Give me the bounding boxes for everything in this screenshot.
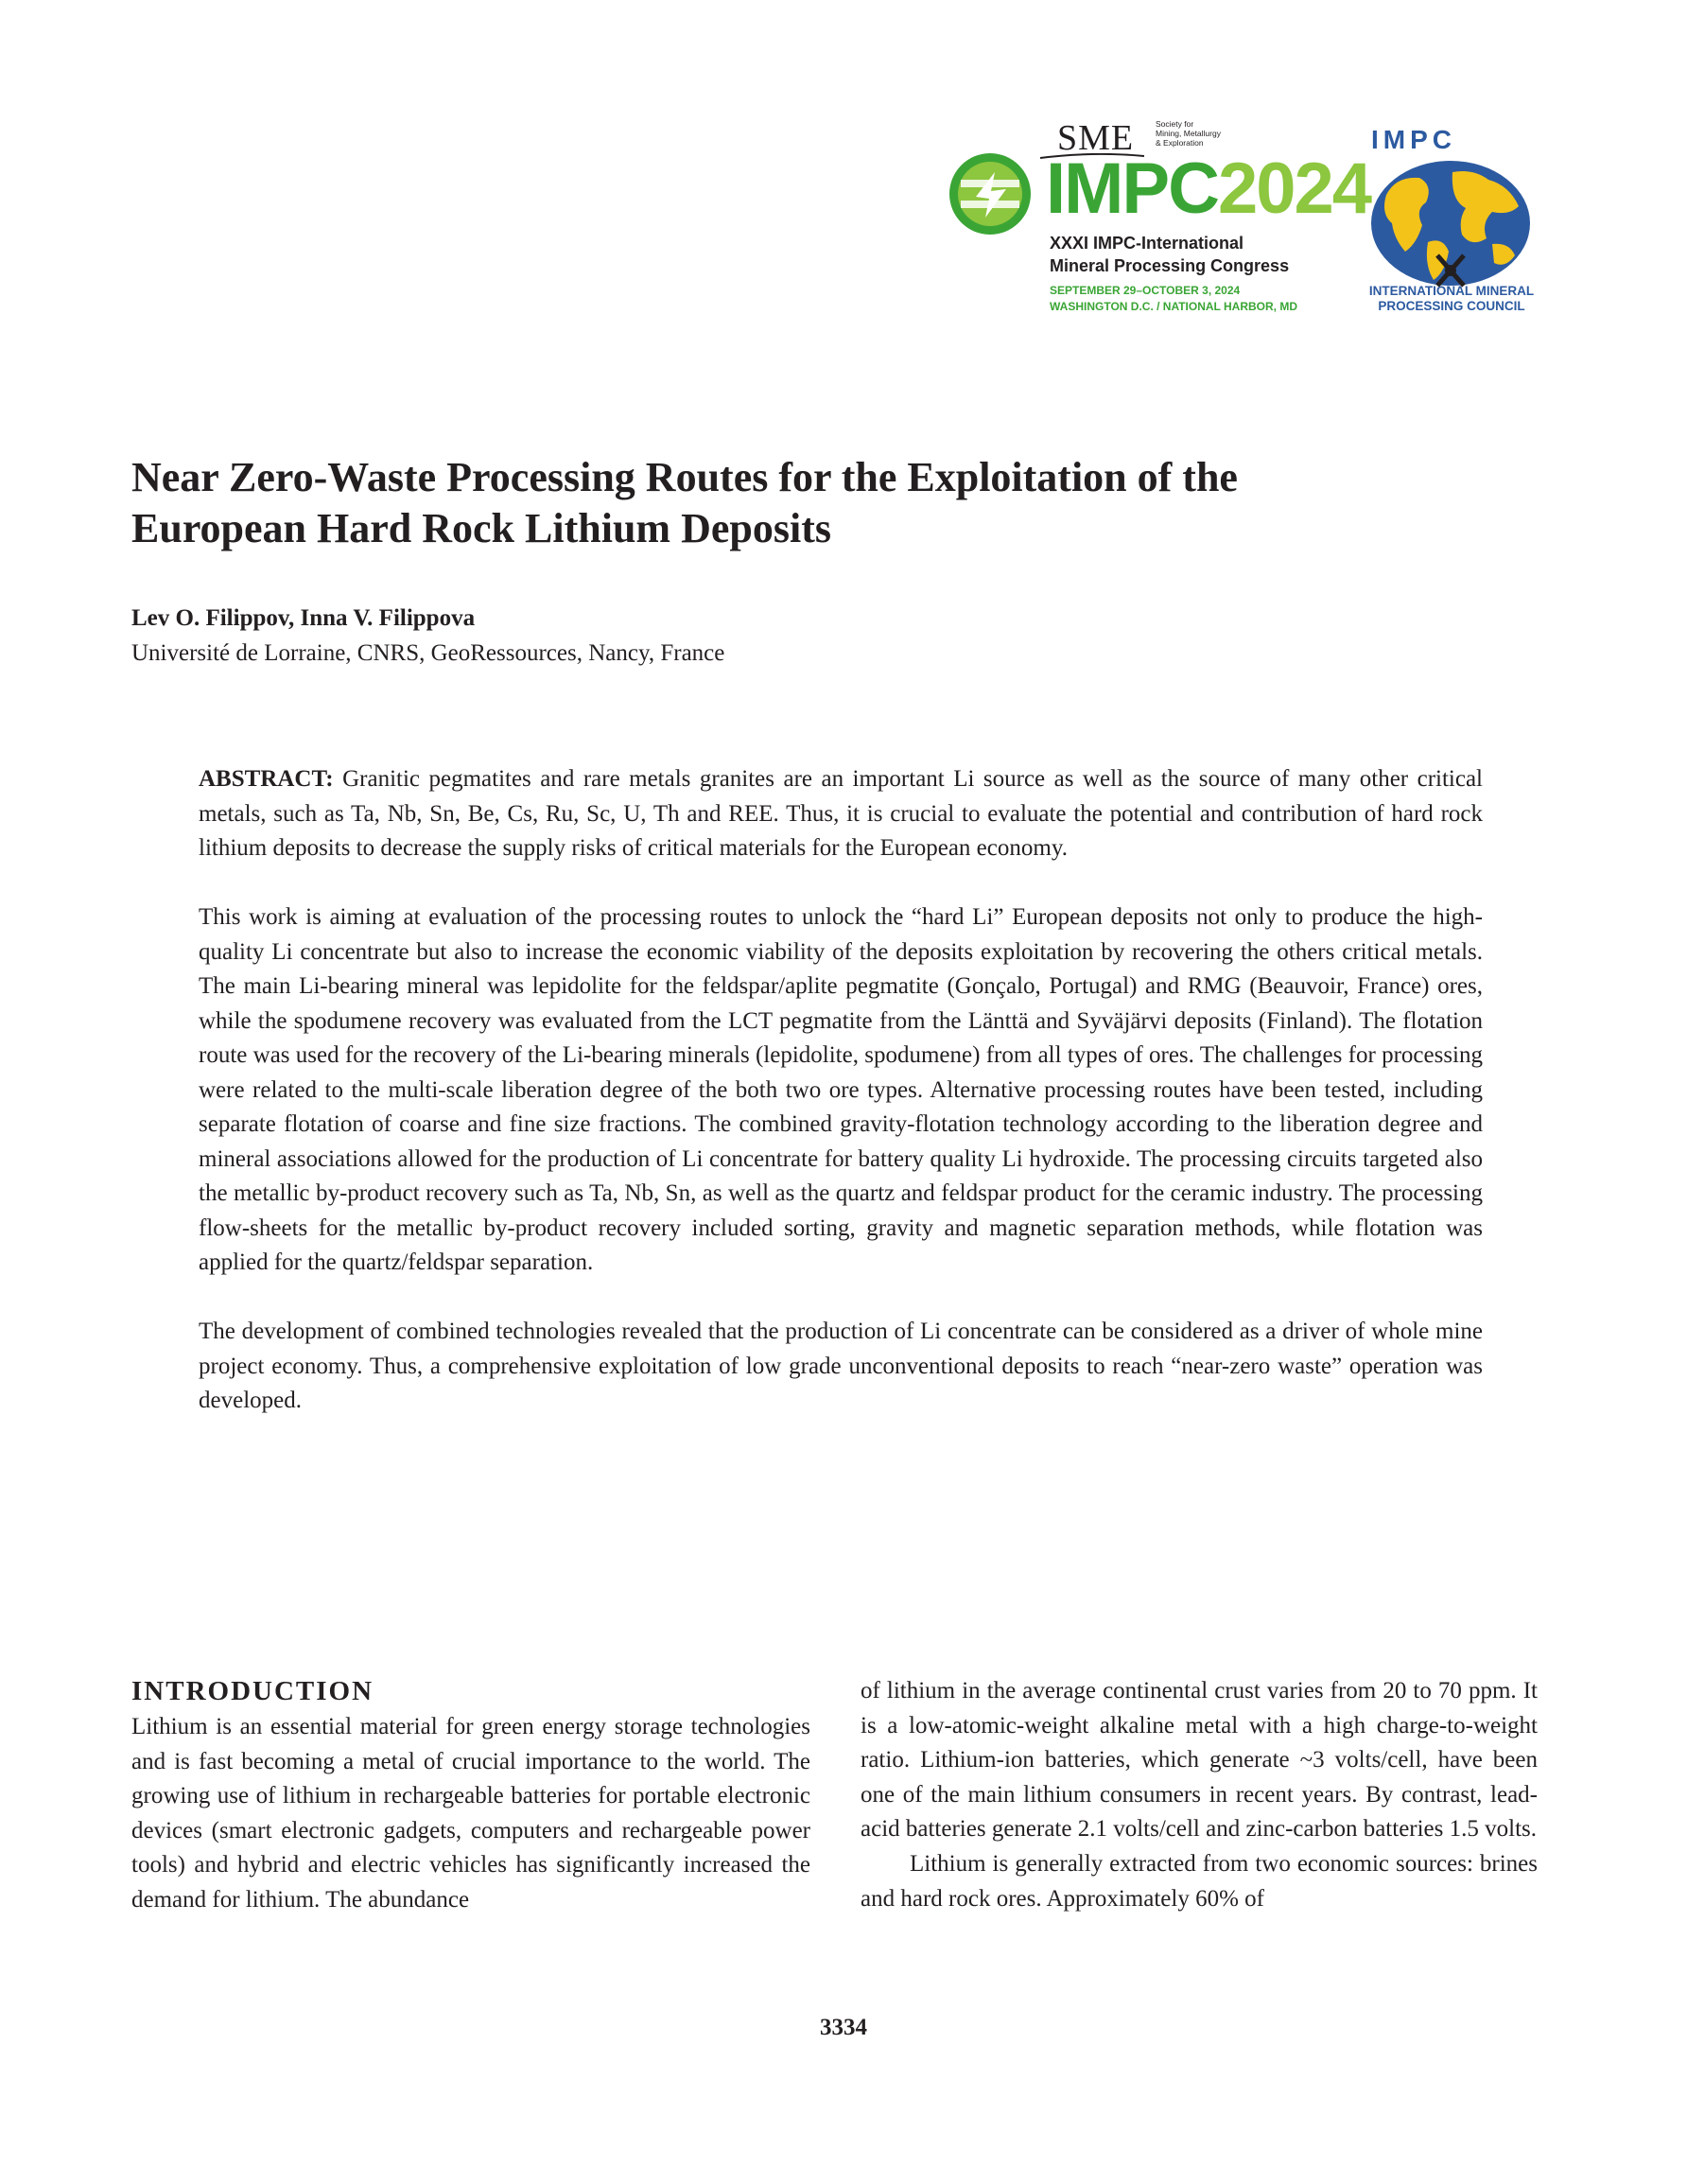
abstract-label: ABSTRACT:	[199, 766, 334, 792]
introduction-heading: INTRODUCTION	[131, 1676, 374, 1706]
introduction-right-paragraph-1: of lithium in the average continental crust varies from 20 to 70 ppm. It is a low-atomic-weight alkaline metal with a high charge-to-weight ratio. Lithium-ion batteries, which generate ~3 volts/cell, have been one of the main lithium consumers in recent years. By contrast, lead-acid batteries generate 2.1 volts/cell and zinc-carbon batteries 1.5 volts.	[861, 1678, 1538, 1843]
globe-icon	[1367, 157, 1534, 299]
paper-title: Near Zero-Waste Processing Routes for the Exploitation of the European Hard Rock Lithium Deposits	[131, 454, 1238, 551]
council-name-line1: INTERNATIONAL MINERAL	[1368, 284, 1535, 298]
impc2024-logo	[948, 149, 1371, 322]
impc-location: WASHINGTON D.C. / NATIONAL HARBOR, MD	[1050, 300, 1297, 313]
left-column	[131, 1674, 810, 1918]
page-number: 3334	[820, 2015, 867, 2040]
paper-authors: Lev O. Filippov, Inna V. Filippova	[131, 605, 476, 631]
council-name-line2: PROCESSING COUNCIL	[1378, 299, 1525, 313]
paper-affiliation: Université de Lorraine, CNRS, GeoRessources, Nancy, France	[131, 640, 725, 666]
council-wordmark: IMPC	[1371, 125, 1456, 154]
right-column	[861, 1674, 1538, 1916]
abstract-paragraph-3: The development of combined technologies revealed that the production of Li concentrate can be considered as a driver of whole mine project economy. Thus, a comprehensive exploitation of low grade unconventional deposits to reach “near-zero waste” operation was developed.	[199, 1319, 1483, 1413]
abstract-paragraph-2: This work is aiming at evaluation of the processing routes to unlock the “hard Li” European deposits not only to produce the high-quality Li concentrate but also to increase the economic viability of the deposits exploitation by recovering the others critical metals. The main Li-bearing mineral was lepidolite for the feldspar/aplite pegmatite (Gonçalo, Portugal) and RMG (Beauvoir, France) ores, while the spodumene recovery was evaluated from the LCT pegmatite from the Länttä and Syväjärvi deposits (Finland). The flotation route was used for the recovery of the Li-bearing minerals (lepidolite, spodumene) from all types of ores. The challenges for processing were related to the multi-scale liberation degree of the both two ore types. Alternative processing routes have been tested, including separate flotation of coarse and fine size fractions. The combined gravity-flotation technology according to the liberation degree and mineral associations allowed for the production of Li concentrate for battery quality Li hydroxide. The processing circuits targeted also the metallic by-product recovery such as Ta, Nb, Sn, as well as the quartz and feldspar product for the ceramic industry. The processing flow-sheets for the metallic by-product recovery included sorting, gravity and magnetic separation methods, while flotation was applied for the quartz/feldspar separation.	[199, 904, 1483, 1275]
abstract-paragraph-1: ABSTRACT: Granitic pegmatites and rare metals granites are an important Li source as well as the source of many other critical metals, such as Ta, Nb, Sn, Be, Cs, Ru, Sc, U, Th and REE. Thus, it is crucial to evaluate the potential and contribution of hard rock lithium deposits to decrease the supply risks of critical materials for the European economy.	[199, 766, 1484, 861]
abstract-section	[199, 762, 1483, 1453]
impc-congress-line2: Mineral Processing Congress	[1050, 256, 1290, 275]
impc-congress-line1: XXXI IMPC-International	[1050, 234, 1244, 253]
sme-subtitle: Society for Mining, Metallurgy & Exploration	[1156, 119, 1221, 148]
sme-wordmark: SME	[1057, 118, 1135, 158]
impc-dates: SEPTEMBER 29–OCTOBER 3, 2024	[1050, 284, 1241, 297]
impc-council-logo	[1352, 123, 1551, 322]
introduction-right-paragraph-2: Lithium is generally extracted from two economic sources: brines and hard rock ores. Approximately 60% of	[861, 1850, 1538, 1912]
impc-badge-icon	[948, 151, 1033, 236]
introduction-left-text: Lithium is an essential material for green energy storage technologies and is fast becoming a metal of crucial importance to the world. The growing use of lithium in rechargeable batteries for portable electronic devices (smart electronic gadgets, computers and rechargeable power tools) and hybrid and electric vehicles has significantly increased the demand for lithium. The abundance	[131, 1714, 810, 1913]
impc2024-title: IMPC2024	[1046, 149, 1371, 229]
